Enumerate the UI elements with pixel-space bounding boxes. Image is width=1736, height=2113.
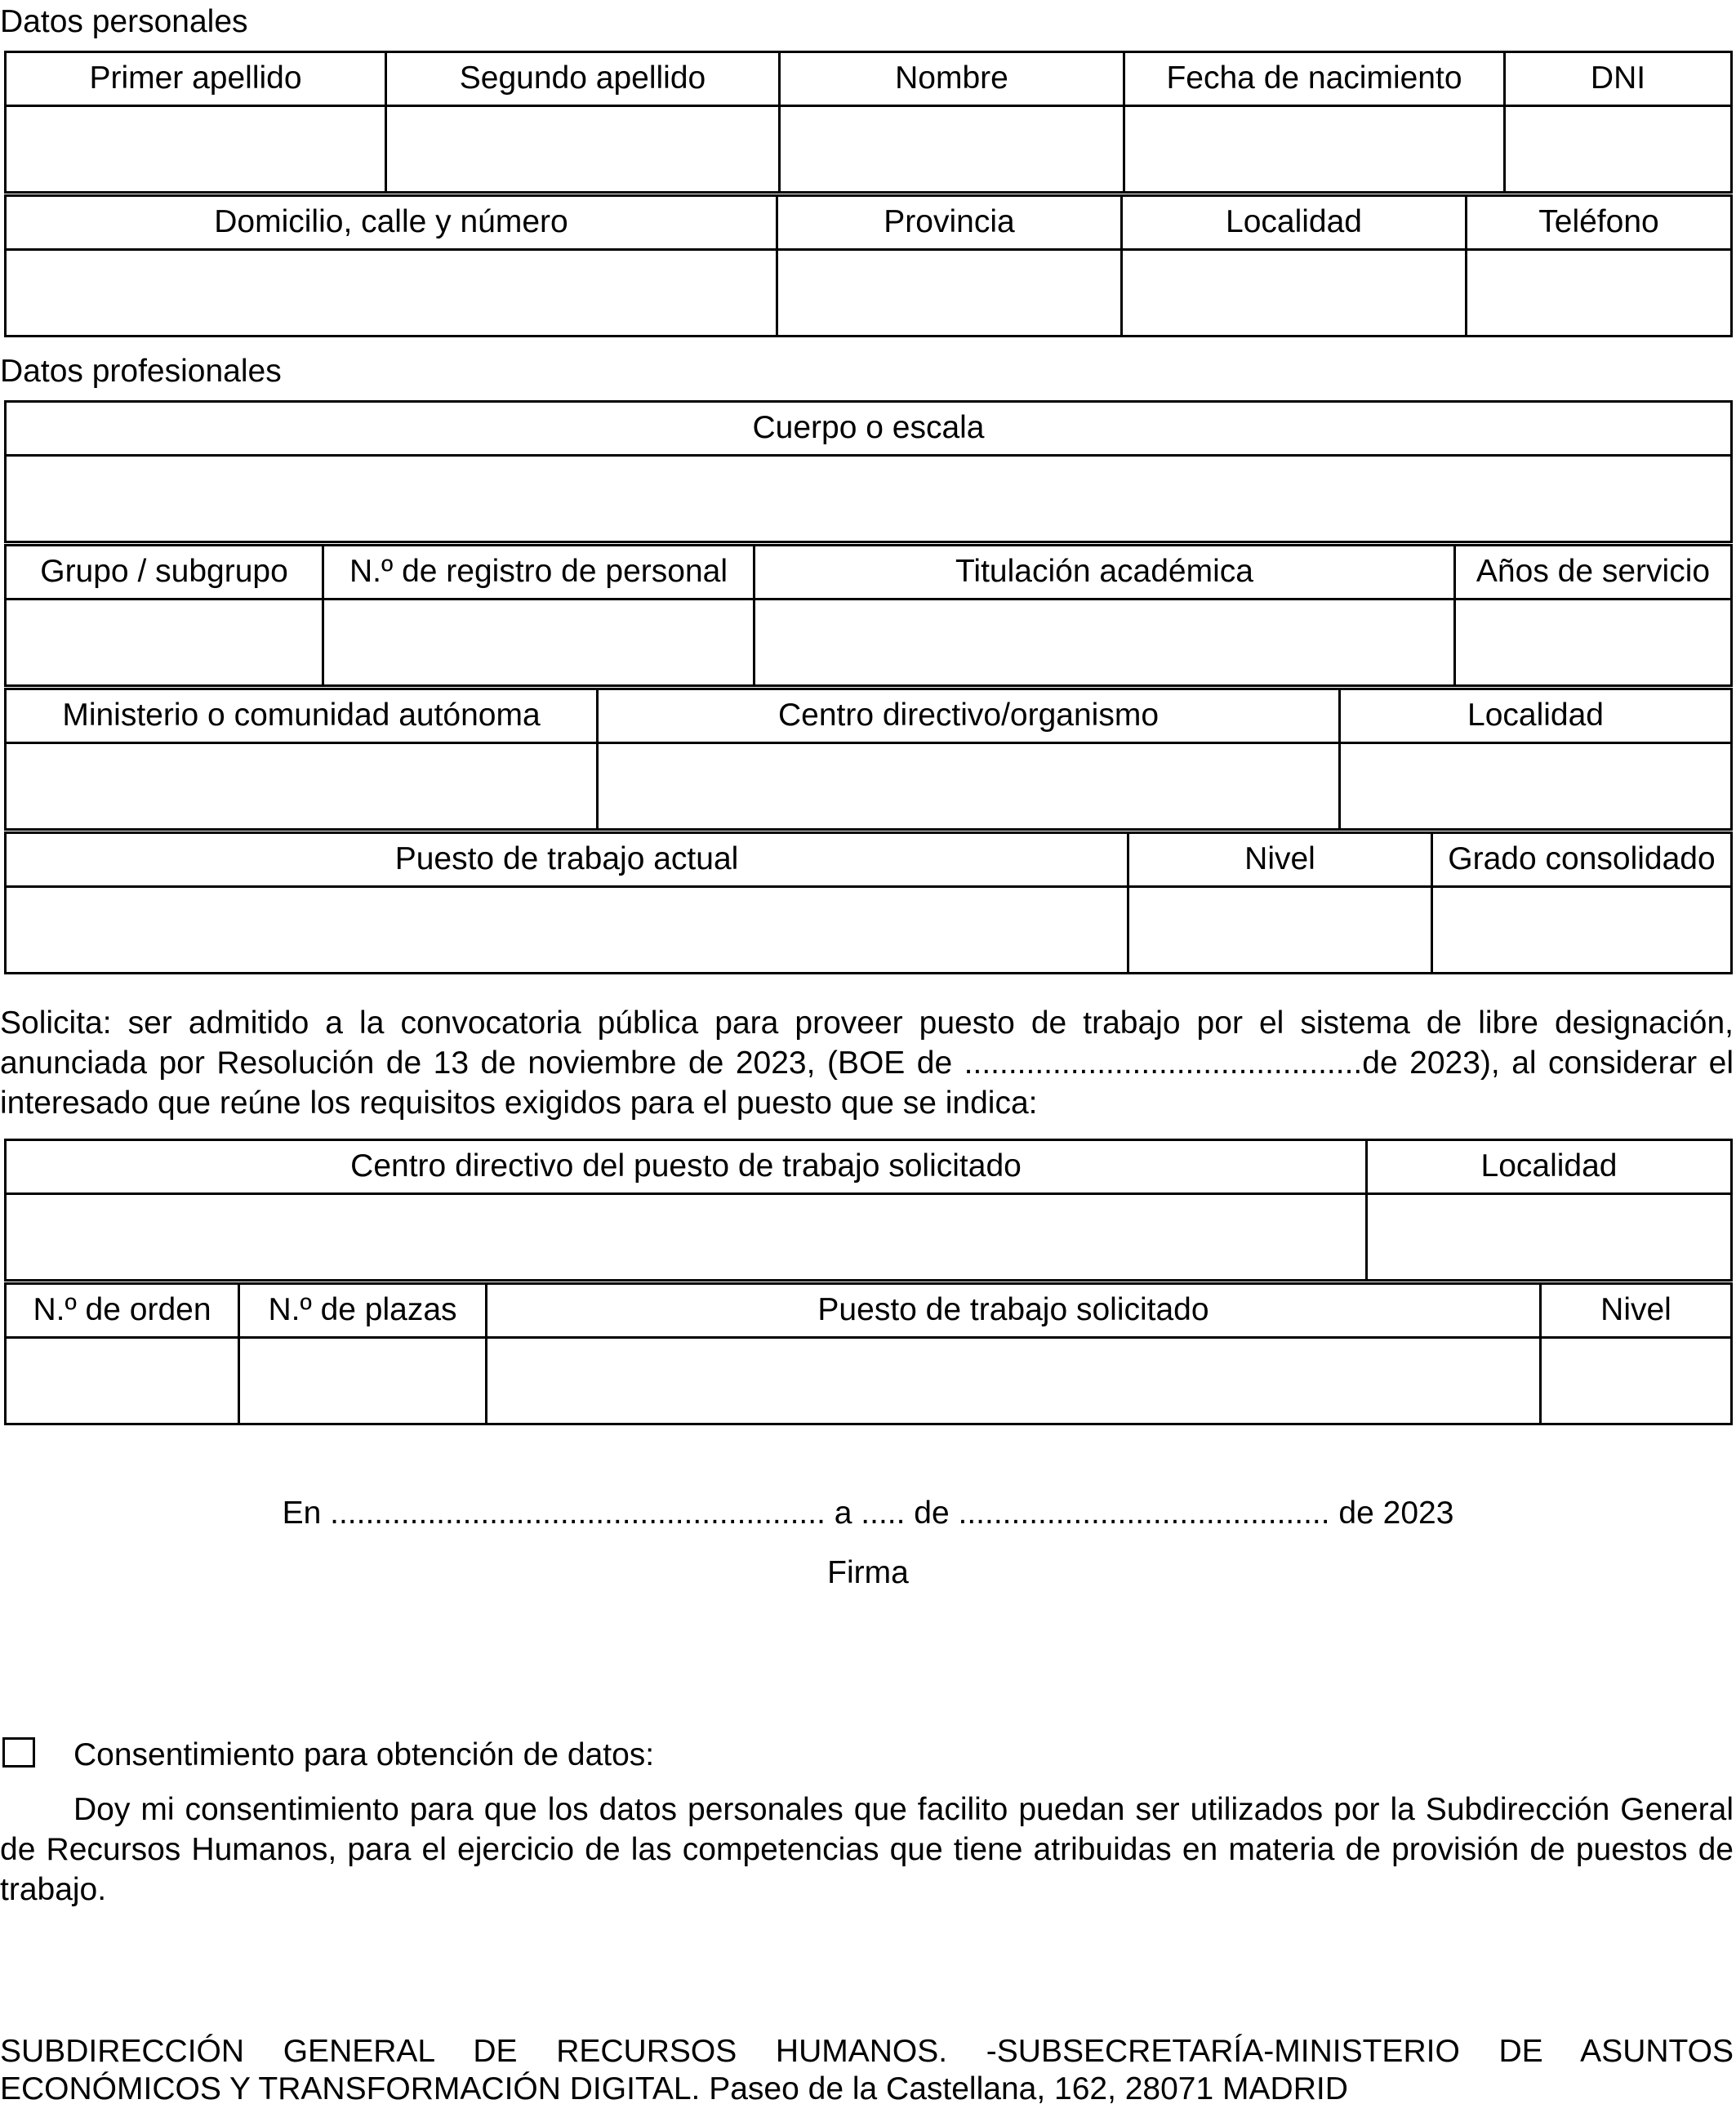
- address-table: [4, 194, 1733, 337]
- field-numero-orden[interactable]: [6, 1338, 239, 1424]
- header-puesto-actual: Puesto de trabajo actual: [6, 833, 1128, 887]
- field-provincia[interactable]: [777, 250, 1122, 337]
- field-grupo-subgrupo[interactable]: [6, 600, 323, 686]
- field-centro-solicitado[interactable]: [6, 1194, 1367, 1281]
- puesto-actual-table: [4, 831, 1733, 974]
- header-localidad-profesional: Localidad: [1340, 689, 1732, 743]
- field-localidad[interactable]: [1122, 250, 1467, 337]
- header-centro-directivo: Centro directivo/organismo: [598, 689, 1340, 743]
- personal-data-table: [4, 51, 1733, 194]
- cuerpo-table: [4, 400, 1733, 543]
- field-ministerio[interactable]: [6, 743, 598, 830]
- header-localidad: Localidad: [1122, 196, 1467, 250]
- consent-paragraph: Doy mi consentimiento para que los datos personales que facilito puedan ser utilizados por la Subdirección General de Recursos Humanos, para el ejercicio de las competencias que tiene atribuidas en materia de provisión de puestos de trabajo.: [0, 1792, 1734, 1907]
- header-grado-consolidado: Grado consolidado: [1432, 833, 1732, 887]
- header-cuerpo-escala: Cuerpo o escala: [6, 402, 1732, 456]
- ministerio-table: [4, 688, 1733, 831]
- puesto-solicitado-table: [4, 1282, 1733, 1425]
- header-registro-personal: N.º de registro de personal: [323, 546, 754, 600]
- header-ministerio: Ministerio o comunidad autónoma: [6, 689, 598, 743]
- header-grupo-subgrupo: Grupo / subgrupo: [6, 546, 323, 600]
- field-segundo-apellido[interactable]: [386, 106, 780, 193]
- field-domicilio[interactable]: [6, 250, 777, 337]
- grupo-table: [4, 544, 1733, 687]
- field-telefono[interactable]: [1467, 250, 1732, 337]
- header-provincia: Provincia: [777, 196, 1122, 250]
- field-nivel-actual[interactable]: [1128, 887, 1432, 974]
- header-domicilio: Domicilio, calle y número: [6, 196, 777, 250]
- field-dni[interactable]: [1505, 106, 1732, 193]
- header-nivel-solicitado: Nivel: [1541, 1284, 1732, 1338]
- header-primer-apellido: Primer apellido: [6, 52, 386, 106]
- header-anos-servicio: Años de servicio: [1455, 546, 1732, 600]
- field-centro-directivo[interactable]: [598, 743, 1340, 830]
- centro-solicitado-table: [4, 1139, 1733, 1282]
- place-date-line: En ........................................................ a ..... de .......................................... de 2023: [282, 1496, 1454, 1531]
- signature-label: Firma: [827, 1555, 909, 1590]
- header-puesto-solicitado: Puesto de trabajo solicitado: [487, 1284, 1541, 1338]
- field-puesto-actual[interactable]: [6, 887, 1128, 974]
- request-paragraph: Solicita: ser admitido a la convocatoria pública para proveer puesto de trabajo por el sistema de libre designación, anunciada por Resolución de 13 de noviembre de 2023, (BOE de .............................................de 2023), al considerar el interesado que reúne los requisitos exigidos para el puesto que se indica:: [0, 1005, 1734, 1121]
- field-localidad-profesional[interactable]: [1340, 743, 1732, 830]
- header-localidad-solicitada: Localidad: [1367, 1140, 1732, 1194]
- header-nombre: Nombre: [780, 52, 1124, 106]
- footer-address: SUBDIRECCIÓN GENERAL DE RECURSOS HUMANOS. -SUBSECRETARÍA-MINISTERIO DE ASUNTOS ECONÓMICOS Y TRANSFORMACIÓN DIGITAL. Paseo de la Castellana, 162, 28071 MADRID: [0, 2034, 1734, 2106]
- header-fecha-nacimiento: Fecha de nacimiento: [1124, 52, 1505, 106]
- field-localidad-solicitada[interactable]: [1367, 1194, 1732, 1281]
- header-segundo-apellido: Segundo apellido: [386, 52, 780, 106]
- field-fecha-nacimiento[interactable]: [1124, 106, 1505, 193]
- field-registro-personal[interactable]: [323, 600, 754, 686]
- header-centro-solicitado: Centro directivo del puesto de trabajo solicitado: [6, 1140, 1367, 1194]
- header-dni: DNI: [1505, 52, 1732, 106]
- personal-section-title: Datos personales: [0, 4, 248, 39]
- field-titulacion[interactable]: [754, 600, 1455, 686]
- field-primer-apellido[interactable]: [6, 106, 386, 193]
- field-grado-consolidado[interactable]: [1432, 887, 1732, 974]
- header-telefono: Teléfono: [1467, 196, 1732, 250]
- header-nivel-actual: Nivel: [1128, 833, 1432, 887]
- consent-checkbox[interactable]: [2, 1737, 35, 1768]
- consent-label: Consentimiento para obtención de datos:: [73, 1737, 655, 1772]
- field-anos-servicio[interactable]: [1455, 600, 1732, 686]
- field-numero-plazas[interactable]: [239, 1338, 487, 1424]
- header-numero-plazas: N.º de plazas: [239, 1284, 487, 1338]
- header-numero-orden: N.º de orden: [6, 1284, 239, 1338]
- field-cuerpo-escala[interactable]: [6, 456, 1732, 542]
- field-puesto-solicitado[interactable]: [487, 1338, 1541, 1424]
- field-nivel-solicitado[interactable]: [1541, 1338, 1732, 1424]
- professional-section-title: Datos profesionales: [0, 354, 282, 389]
- header-titulacion: Titulación académica: [754, 546, 1455, 600]
- field-nombre[interactable]: [780, 106, 1124, 193]
